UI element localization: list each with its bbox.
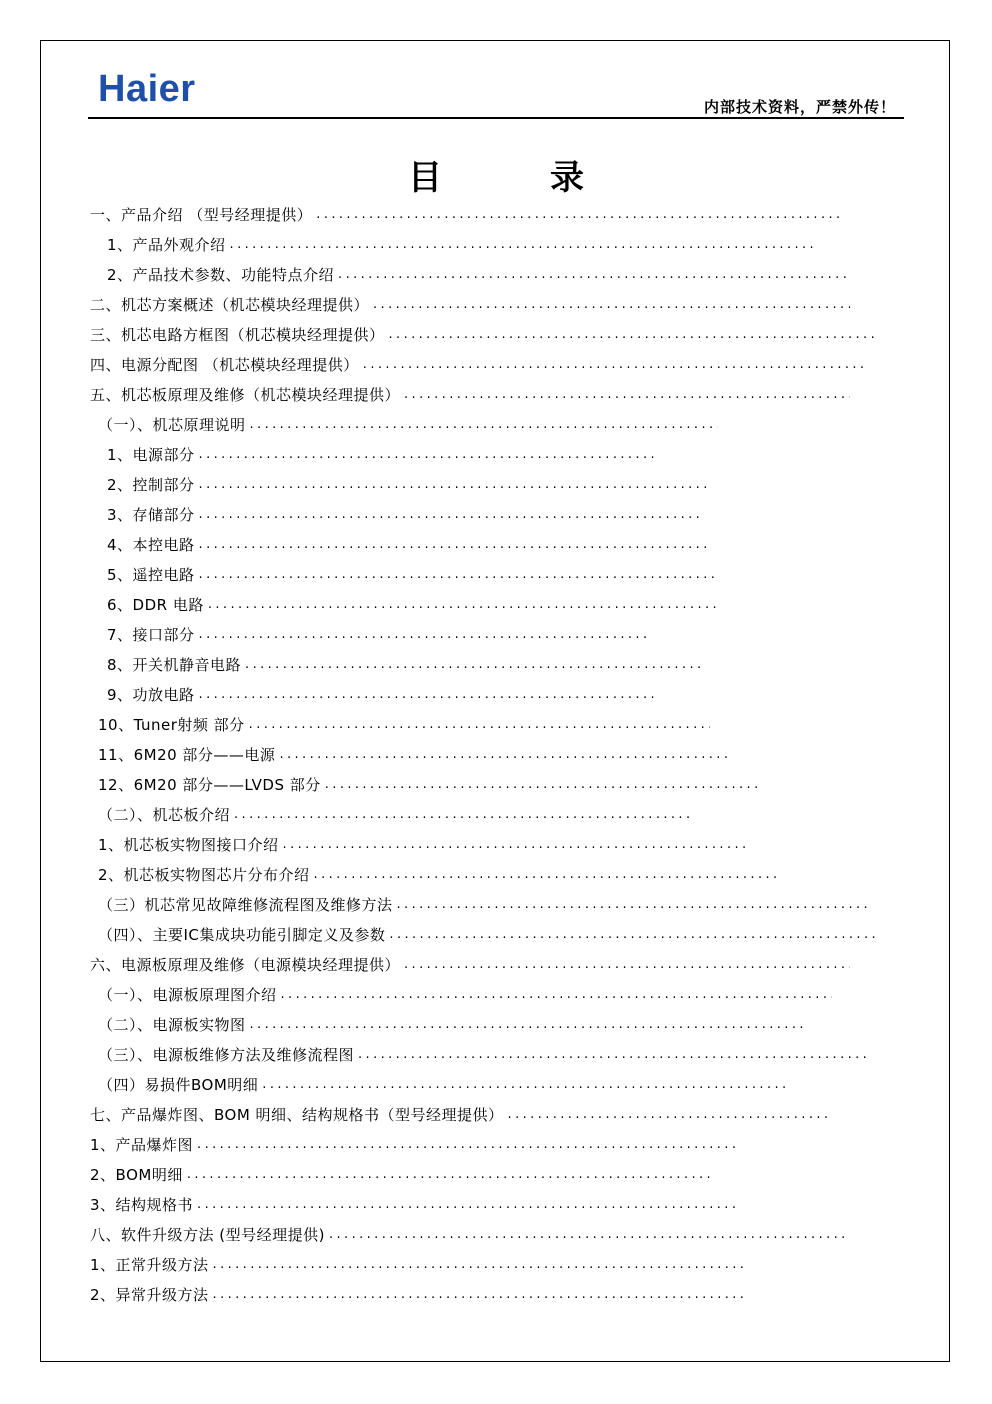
- toc-entry[interactable]: [90, 1220, 850, 1250]
- toc-entry[interactable]: [90, 1130, 736, 1160]
- toc-entry[interactable]: [107, 230, 816, 260]
- toc-entry-label: 10、Tuner射频 部分: [98, 716, 245, 734]
- toc-entry[interactable]: [90, 1280, 745, 1310]
- toc-entry-label: 2、BOM明细: [90, 1166, 183, 1184]
- dot-leader: [385, 320, 876, 350]
- toc-entry-label: 2、产品技术参数、功能特点介绍: [107, 266, 335, 284]
- dot-leader: [321, 770, 762, 800]
- toc-entry-label: 三、机芯电路方框图（机芯模块经理提供）: [90, 326, 385, 344]
- toc-entry-label: （四）易损件BOM明细: [98, 1076, 259, 1094]
- dot-leader: [195, 620, 648, 650]
- dot-leader: [246, 410, 718, 440]
- toc-entry-label: 6、DDR 电路: [107, 596, 204, 614]
- toc-entry-label: （二）、机芯板介绍: [98, 806, 231, 824]
- dot-leader: [193, 1190, 736, 1220]
- dot-leader: [334, 260, 850, 290]
- toc-entry[interactable]: [90, 350, 867, 380]
- toc-entry[interactable]: [90, 1160, 710, 1190]
- toc-entry-label: （一）、机芯原理说明: [98, 416, 246, 434]
- dot-leader: [393, 890, 867, 920]
- toc-entry-label: 5、遥控电路: [107, 566, 195, 584]
- toc-entry-label: 9、功放电路: [107, 686, 195, 704]
- dot-leader: [310, 860, 779, 890]
- toc-entry-label: 二、机芯方案概述（机芯模块经理提供）: [90, 296, 370, 314]
- toc-entry[interactable]: [90, 1250, 745, 1280]
- dot-leader: [195, 680, 657, 710]
- toc-entry-label: 3、存储部分: [107, 506, 195, 524]
- dot-leader: [183, 1160, 710, 1190]
- toc-entry[interactable]: [90, 200, 842, 230]
- toc-entry-label: 7、接口部分: [107, 626, 195, 644]
- dot-leader: [204, 590, 718, 620]
- toc-entry-label: 3、结构规格书: [90, 1196, 194, 1214]
- dot-leader: [258, 1070, 788, 1100]
- toc-entry-label: 2、异常升级方法: [90, 1286, 209, 1304]
- toc-entry-label: 六、电源板原理及维修（电源模块经理提供）: [90, 956, 401, 974]
- toc-entry[interactable]: [98, 800, 692, 830]
- toc-entry-label: （一）、电源板原理图介绍: [98, 986, 277, 1004]
- toc-entry[interactable]: [107, 590, 718, 620]
- toc-entry[interactable]: [107, 530, 710, 560]
- dot-leader: [209, 1280, 745, 1310]
- toc-entry[interactable]: [107, 500, 701, 530]
- dot-leader: [195, 500, 701, 530]
- dot-leader: [230, 800, 692, 830]
- dot-leader: [359, 350, 867, 380]
- toc-entry-label: 4、本控电路: [107, 536, 195, 554]
- toc-entry[interactable]: [98, 980, 832, 1010]
- toc-entry[interactable]: [90, 950, 850, 980]
- toc-entry-label: （三）机芯常见故障维修流程图及维修方法: [98, 896, 393, 914]
- toc-entry-label: 2、控制部分: [107, 476, 195, 494]
- toc-entry[interactable]: [90, 320, 876, 350]
- dot-leader: [195, 530, 710, 560]
- toc-entry-label: 1、产品外观介绍: [107, 236, 226, 254]
- dot-leader: [195, 440, 657, 470]
- toc-entry-label: 11、6M20 部分——电源: [98, 746, 276, 764]
- toc-entry[interactable]: [107, 650, 701, 680]
- dot-leader: [195, 470, 710, 500]
- dot-leader: [400, 950, 850, 980]
- toc-entry[interactable]: [107, 470, 710, 500]
- toc-entry[interactable]: [98, 740, 728, 770]
- toc-entry-label: 1、产品爆炸图: [90, 1136, 194, 1154]
- toc-entry[interactable]: [98, 920, 876, 950]
- toc-entry[interactable]: [98, 890, 867, 920]
- dot-leader: [193, 1130, 736, 1160]
- dot-leader: [195, 560, 718, 590]
- toc-entry-label: 1、机芯板实物图接口介绍: [98, 836, 279, 854]
- toc-entry[interactable]: [107, 440, 657, 470]
- toc-entry[interactable]: [98, 860, 779, 890]
- dot-leader: [504, 1100, 828, 1130]
- dot-leader: [312, 200, 842, 230]
- toc-entry-label: 七、产品爆炸图、BOM 明细、结构规格书（型号经理提供）: [90, 1106, 504, 1124]
- confidential-notice: 内部技术资料，严禁外传！: [703, 98, 896, 116]
- dot-leader: [226, 230, 816, 260]
- toc-entry-label: 四、电源分配图 （机芯模块经理提供）: [90, 356, 359, 374]
- toc-entry-label: 一、产品介绍 （型号经理提供）: [90, 206, 313, 224]
- dot-leader: [354, 1040, 867, 1070]
- toc-entry-label: 2、机芯板实物图芯片分布介绍: [98, 866, 310, 884]
- dot-leader: [277, 980, 832, 1010]
- toc-entry-label: 12、6M20 部分——LVDS 部分: [98, 776, 321, 794]
- toc-entry[interactable]: [107, 680, 657, 710]
- dot-leader: [245, 710, 710, 740]
- toc-entry-label: 五、机芯板原理及维修（机芯模块经理提供）: [90, 386, 401, 404]
- toc-entry[interactable]: [90, 290, 850, 320]
- toc-entry[interactable]: [98, 1070, 788, 1100]
- toc-entry[interactable]: [107, 560, 718, 590]
- dot-leader: [209, 1250, 745, 1280]
- toc-entry[interactable]: [98, 830, 745, 860]
- toc-entry-label: （四）、主要IC集成块功能引脚定义及参数: [98, 926, 386, 944]
- toc-entry[interactable]: [90, 380, 850, 410]
- toc-entry[interactable]: [90, 1190, 736, 1220]
- toc-entry[interactable]: [98, 770, 762, 800]
- dot-leader: [275, 740, 728, 770]
- dot-leader: [325, 1220, 850, 1250]
- toc-entry-label: 1、电源部分: [107, 446, 195, 464]
- dot-leader: [400, 380, 850, 410]
- toc-entry[interactable]: [107, 620, 648, 650]
- toc-entry[interactable]: [98, 410, 718, 440]
- toc-entry-label: 八、软件升级方法 (型号经理提供): [90, 1226, 325, 1244]
- dot-leader: [246, 1010, 806, 1040]
- dot-leader: [385, 920, 876, 950]
- toc-entry[interactable]: [107, 260, 850, 290]
- toc-entry-label: 8、开关机静音电路: [107, 656, 242, 674]
- toc-entry[interactable]: [98, 1010, 806, 1040]
- dot-leader: [241, 650, 701, 680]
- dot-leader: [279, 830, 745, 860]
- page-title: 目录: [408, 158, 692, 198]
- dot-leader: [369, 290, 850, 320]
- header-divider: [88, 117, 904, 119]
- haier-logo: Haier: [98, 68, 196, 110]
- toc-entry[interactable]: [98, 1040, 867, 1070]
- toc-entry-label: 1、正常升级方法: [90, 1256, 209, 1274]
- toc-entry[interactable]: [90, 1100, 828, 1130]
- toc-entry[interactable]: [98, 710, 710, 740]
- toc-entry-label: （二）、电源板实物图: [98, 1016, 246, 1034]
- toc-entry-label: （三）、电源板维修方法及维修流程图: [98, 1046, 355, 1064]
